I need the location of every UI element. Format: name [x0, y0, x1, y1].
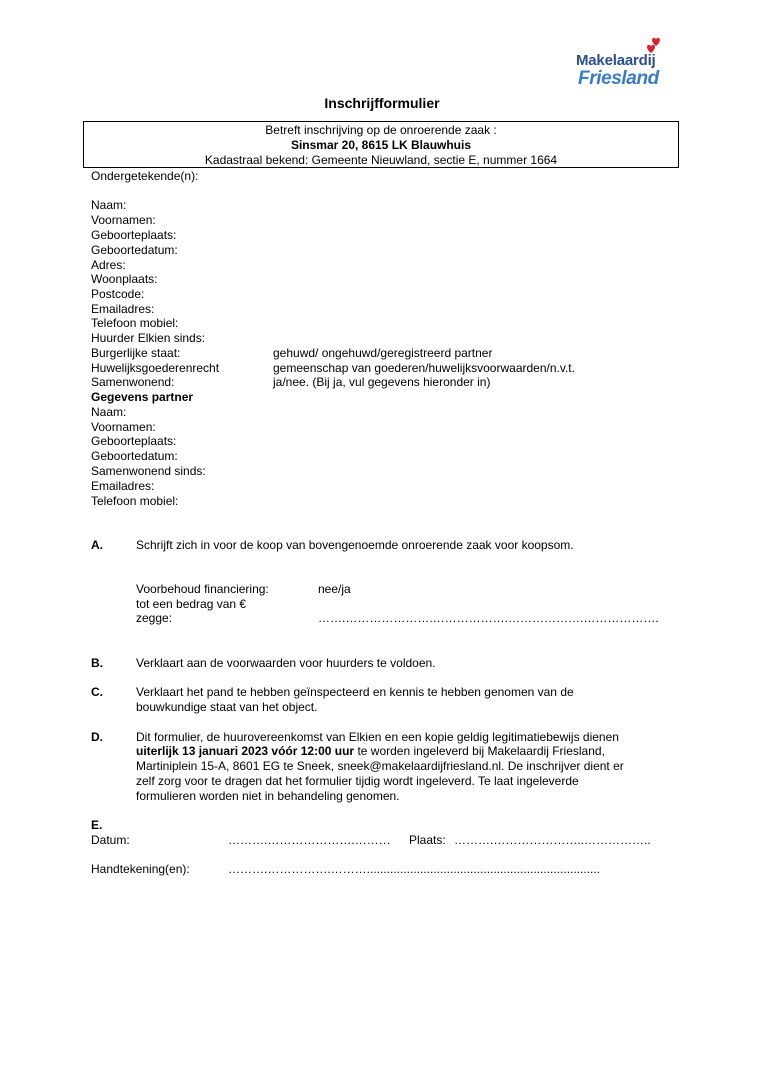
page-title: Inschrijfformulier — [324, 95, 440, 111]
section-d-line2 — [136, 744, 605, 759]
section-a-text: Schrijft zich in voor de koop van bovengenoemde onroerende zaak voor koopsom. — [136, 538, 574, 552]
partner-field-birthdate: Geboortedatum: — [91, 449, 178, 463]
cohabiting-value: ja/nee. (Bij ja, vul gegevens hieronder in) — [273, 375, 491, 389]
signature-label: Handtekening(en): — [91, 862, 190, 876]
section-d-line2-rest: te worden ingeleverd bij Makelaardij Friesland, — [354, 744, 605, 758]
property-cadastral: Kadastraal bekend: Gemeente Nieuwland, sectie E, nummer 1664 — [204, 153, 558, 167]
field-city: Woonplaats: — [91, 272, 158, 286]
field-name: Naam: — [91, 198, 127, 212]
field-address: Adres: — [91, 258, 126, 272]
section-b-text: Verklaart aan de voorwaarden voor huurders te voldoen. — [136, 656, 436, 670]
financing-amount-label: tot een bedrag van € — [136, 597, 247, 611]
field-birthplace: Geboorteplaats: — [91, 228, 177, 242]
section-d-line3: Martiniplein 15-A, 8601 EG te Sneek, sneek@makelaardijfriesland.nl. De inschrijver dient er — [136, 759, 624, 773]
marital-status-value: gehuwd/ ongehuwd/geregistreerd partner — [273, 346, 493, 360]
partner-field-name: Naam: — [91, 405, 127, 419]
financing-value: nee/ja — [318, 582, 351, 596]
financing-words-dots: …….………………….……………….……………….………………. — [318, 611, 659, 625]
field-phone: Telefoon mobiel: — [91, 316, 179, 330]
signature-dots: ……….…………….………...................................................................... — [228, 862, 601, 876]
financing-words-label: zegge: — [136, 611, 173, 625]
cohabiting-label: Samenwonend: — [91, 375, 175, 389]
section-d-line5: formulieren worden niet in behandeling genomen. — [136, 789, 400, 803]
partner-field-email: Emailadres: — [91, 479, 155, 493]
section-b-letter: B. — [91, 656, 103, 670]
marital-status-label: Burgerlijke staat: — [91, 346, 181, 360]
place-label: Plaats: — [409, 833, 446, 847]
section-d-line1: Dit formulier, de huurovereenkomst van Elkien en een kopie geldig legitimatiebewijs dienen — [136, 730, 619, 744]
section-a-letter: A. — [91, 538, 103, 552]
field-tenant-since: Huurder Elkien sinds: — [91, 331, 206, 345]
property-box — [83, 121, 679, 168]
date-label: Datum: — [91, 833, 130, 847]
matrimonial-property-label: Huwelijksgoederenrecht — [91, 361, 220, 375]
section-e-letter: E. — [91, 818, 103, 832]
date-dots: ……….………………….……… — [228, 833, 391, 847]
logo-text-bottom: Friesland — [578, 68, 659, 89]
partner-field-first-names: Voornamen: — [91, 420, 156, 434]
logo-text-top: Makelaardij — [576, 52, 656, 69]
section-c-line2: bouwkundige staat van het object. — [136, 700, 318, 714]
section-c-letter: C. — [91, 685, 103, 699]
partner-field-cohabiting-since: Samenwonend sinds: — [91, 464, 206, 478]
place-dots: ……….…………………..…………….. — [454, 833, 651, 847]
matrimonial-property-value: gemeenschap van goederen/huwelijksvoorwaarden/n.v.t. — [273, 361, 575, 375]
partner-field-birthplace: Geboorteplaats: — [91, 434, 177, 448]
financing-label: Voorbehoud financiering: — [136, 582, 269, 596]
deadline-text: uiterlijk 13 januari 2023 vóór 12:00 uur — [136, 744, 355, 758]
property-intro: Betreft inschrijving op de onroerende zaak : — [265, 123, 497, 137]
section-d-letter: D. — [91, 730, 103, 744]
field-email: Emailadres: — [91, 302, 155, 316]
partner-field-phone: Telefoon mobiel: — [91, 494, 179, 508]
partner-heading: Gegevens partner — [91, 390, 194, 404]
property-address: Sinsmar 20, 8615 LK Blauwhuis — [290, 138, 472, 152]
section-d-line4: zelf zorg voor te dragen dat het formulier tijdig wordt ingeleverd. Te laat ingeleverde — [136, 774, 579, 788]
field-birthdate: Geboortedatum: — [91, 243, 178, 257]
undersigned-label: Ondergetekende(n): — [91, 169, 199, 183]
section-c-line1: Verklaart het pand te hebben geïnspecteerd en kennis te hebben genomen van de — [136, 685, 574, 699]
field-postcode: Postcode: — [91, 287, 145, 301]
field-first-names: Voornamen: — [91, 213, 156, 227]
company-logo — [576, 36, 676, 88]
